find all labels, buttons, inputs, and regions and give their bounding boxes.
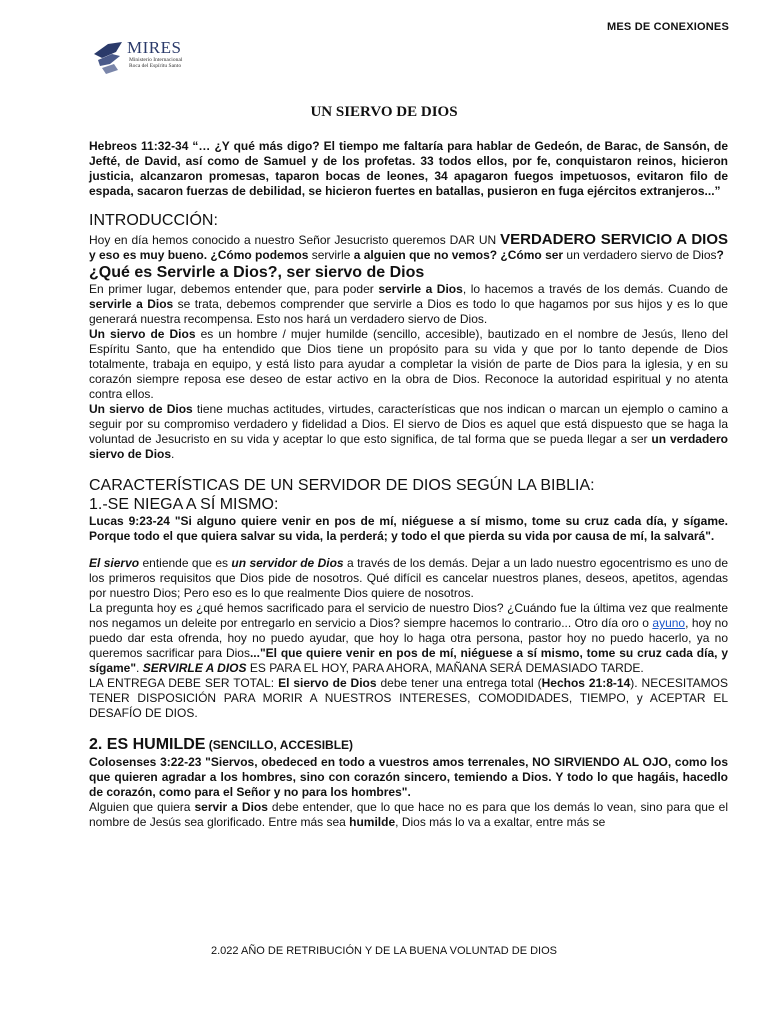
epigraph: Hebreos 11:32-34 “… ¿Y qué más digo? El tiempo me faltaría para hablar de Gedeón, de Barac, de Sansón, de Jefté, de David, así como de Samuel y de los profetas. 33 todos ellos, por fe, conquistaron reinos, hicieron justicia, alcanzaron promesas, taparon bocas de leones, 34 apagaron fuegos impetuosos, evitaron filo de espada, sacaron fuerzas de debilidad, se hicieron fuertes en batallas, pusieron en fuga ejércitos extranjeros...” [89, 139, 728, 198]
header-label: MES DE CONEXIONES [607, 21, 729, 33]
section-2-verse: Colosenses 3:22-23 "Siervos, obedeced en todo a vuestros amos terrenales, NO SIRVIENDO AL OJO, como los que quieren agradar a los hombres, sino con corazón sincero, temiendo a Dios. Y todo lo que hagáis, hacedlo de corazón, como para el Señor y no para los hombres". [89, 755, 728, 799]
section-1-heading: 1.-SE NIEGA A SÍ MISMO: [89, 496, 279, 513]
characteristics-heading: CARACTERÍSTICAS DE UN SERVIDOR DE DIOS SEGÚN LA BIBLIA: [89, 477, 595, 494]
what-paragraph-2: Un siervo de Dios es un hombre / mujer humilde (sencillo, accesible), bautizado en el nombre de Jesús, lleno del Espíritu Santo, que ha entendido que Dios tiene un propósito para su vida y que por lo tanto depende de Dios totalmente, trabaja en equipo, y está listo para ayudar a completar la visión de parte de Dios para la iglesia, y en su corazón siempre reposa ese deseo de estar activo en la obra de Dios. Reconoce la autoridad espiritual y no atenta contra ellos. [89, 327, 728, 401]
logo-name: MIRES [127, 38, 182, 57]
logo [92, 40, 202, 80]
section-1-verse: Lucas 9:23-24 "Si alguno quiere venir en pos de mí, niéguese a sí mismo, tome su cruz cada día, y sígame. Porque todo el que quiera salvar su vida, la perderá; y todo el que pierda su vida por causa de mí, la salvará". [89, 514, 728, 543]
what-paragraph-1: En primer lugar, debemos entender que, para poder servirle a Dios, lo hacemos a través de los demás. Cuando de servirle a Dios se trata, debemos comprender que servirle a Dios es todo lo que hagamos por sus hijos y es lo que generará nuestra recompensa. Esto nos hará un verdadero siervo de Dios. [89, 282, 728, 326]
ayuno-link[interactable]: ayuno [652, 616, 686, 630]
section-1-paragraph-3: LA ENTREGA DEBE SER TOTAL: El siervo de Dios debe tener una entrega total (Hechos 21:8-14). NECESITAMOS TENER DISPOSICIÓN PARA MORIR A NUESTROS INTERESES, COMODIDADES, TIEMPO, y ACEPTAR EL DESAFÍO DE DIOS. [89, 676, 728, 720]
section-1-paragraph-1: El siervo entiende que es un servidor de Dios a través de los demás. Dejar a un lado nuestro egocentrismo es uno de los primeros requisitos que Dios pide de nosotros. Qué difícil es cancelar nuestros planes, deseos, apetitos, agendas por nuestro Dios; Pero eso es lo que realmente Dios quiere de nosotros. [89, 556, 728, 600]
document-body [89, 139, 728, 830]
mires-logo-icon [92, 40, 126, 78]
what-paragraph-3: Un siervo de Dios tiene muchas actitudes, virtudes, características que nos indican o marcan un ejemplo o camino a seguir por su compromiso verdadero y fidelidad a Dios. El siervo de Dios es aquel que está dispuesto que se haga la voluntad de Jesucristo en su vida y aceptar lo que esto significa, de tal forma que se pueda llegar a ser un verdadero siervo de Dios. [89, 402, 728, 461]
footer: 2.022 AÑO DE RETRIBUCIÓN Y DE LA BUENA VOLUNTAD DE DIOS [211, 945, 557, 957]
intro-heading: INTRODUCCIÓN: [89, 212, 218, 229]
document-title: UN SIERVO DE DIOS [310, 104, 458, 120]
what-heading: ¿Qué es Servirle a Dios?, ser siervo de Dios [89, 264, 425, 281]
section-2-paragraph: Alguien que quiera servir a Dios debe entender, que lo que hace no es para que los demás lo vean, sino para que el nombre de Jesús sea glorificado. Entre más sea humilde, Dios más lo va a exaltar, entre más se [89, 800, 728, 829]
logo-subtitle: Ministerio Internacional Roca del Espíritu Santo [129, 57, 183, 69]
section-1-paragraph-2: La pregunta hoy es ¿qué hemos sacrificado para el servicio de nuestro Dios? ¿Cuándo fue la última vez que realmente nos negamos un deleite por entregarlo en servicio a Dios? siempre hacemos lo contrario... Otro día oro o ayuno, hoy no puedo dar esta ofrenda, hoy no puedo ayudar, que hoy lo haga otra persona, pastor hoy no puedo hacerlo, ya no queremos sacrificar para Dios..."El que quiere venir en pos de mí, niéguese a sí mismo, tome su cruz cada día, y sígame". SERVIRLE A DIOS ES PARA EL HOY, PARA AHORA, MAÑANA SERÁ DEMASIADO TARDE. [89, 601, 728, 675]
section-2-heading: 2. ES HUMILDE (SENCILLO, ACCESIBLE) [89, 736, 354, 753]
intro-paragraph: Hoy en día hemos conocido a nuestro Señor Jesucristo queremos DAR UN VERDADERO SERVICIO A DIOS y eso es muy bueno. ¿Cómo podemos servirle a alguien que no vemos? ¿Cómo ser un verdadero siervo de Dios? [89, 231, 729, 262]
